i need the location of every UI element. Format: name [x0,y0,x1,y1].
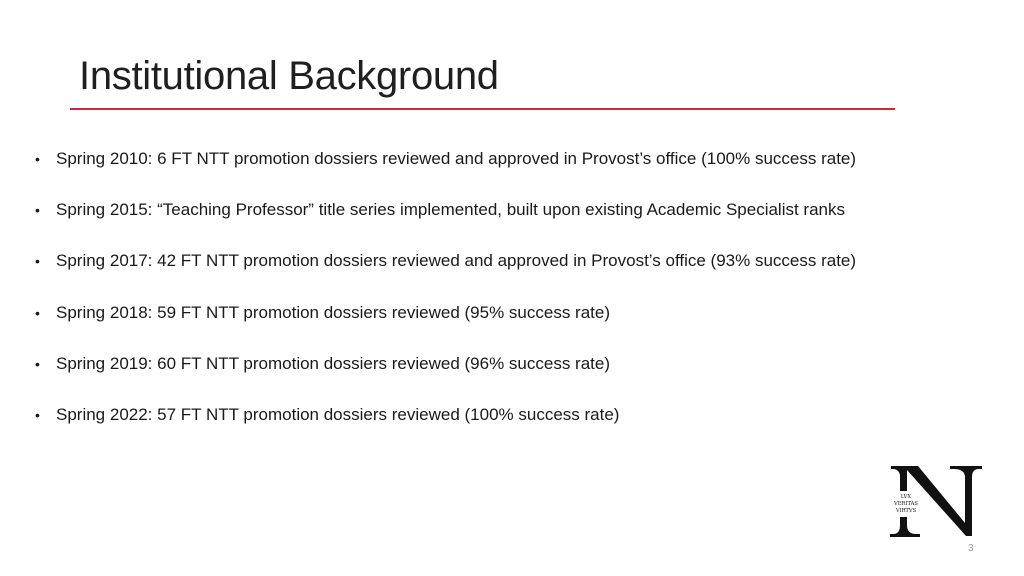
bullet-text: Spring 2018: 59 FT NTT promotion dossiers reviewed (95% success rate) [56,302,611,322]
bullet-item [33,197,856,248]
slide-title: Institutional Background [79,54,499,98]
bullet-item [33,351,856,402]
title-underline-rule [70,108,895,110]
bullet-dot-icon: • [35,202,40,219]
bullet-dot-icon: • [35,253,40,270]
bullet-dot-icon: • [35,304,40,321]
page-number: 3 [968,543,974,554]
bullet-item [33,248,856,299]
bullet-text: Spring 2015: “Teaching Professor” title series implemented, built upon existing Academic Specialist ranks [56,200,846,220]
bullet-text: Spring 2017: 42 FT NTT promotion dossiers reviewed and approved in Provost’s office (93% success rate) [56,251,857,271]
bullet-dot-icon: • [35,355,40,372]
bullet-text: Spring 2019: 60 FT NTT promotion dossiers reviewed (96% success rate) [56,353,611,373]
logo-motto-line: VERITAS [894,501,918,507]
bullet-item [33,146,856,197]
bullet-list [33,146,856,453]
bullet-text: Spring 2022: 57 FT NTT promotion dossiers reviewed (100% success rate) [56,404,620,424]
bullet-text: Spring 2010: 6 FT NTT promotion dossiers reviewed and approved in Provost’s office (100% success rate) [56,149,857,168]
northeastern-n-logo-icon [888,463,984,539]
logo-motto-line: VIRTVS [895,508,917,514]
bullet-item [33,402,856,453]
bullet-item [33,300,856,351]
bullet-dot-icon: • [35,151,40,167]
bullet-dot-icon: • [35,406,40,423]
logo-motto-line: LVX [900,494,912,500]
